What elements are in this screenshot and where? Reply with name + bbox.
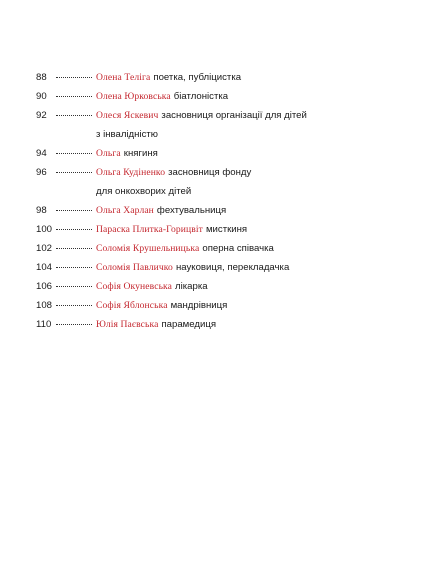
dot-leader <box>56 152 92 154</box>
page-number: 88 <box>36 72 47 83</box>
dot-leader <box>56 95 92 97</box>
person-description: лікарка <box>175 281 208 292</box>
person-name: Юлія Паєвська <box>96 319 159 330</box>
dot-leader <box>56 247 92 249</box>
person-name: Ольга Кудіненко <box>96 167 166 178</box>
toc-entry[interactable] <box>36 167 426 186</box>
page-number: 104 <box>36 262 53 273</box>
person-name: Ольга <box>96 148 121 159</box>
toc-entry[interactable] <box>36 262 426 281</box>
page-number: 98 <box>36 205 47 216</box>
table-of-contents <box>36 72 426 338</box>
dot-leader <box>56 76 92 78</box>
dot-leader <box>56 114 92 116</box>
toc-entry[interactable] <box>36 243 426 262</box>
dot-leader <box>56 285 92 287</box>
description-continuation: для онкохворих дітей <box>96 186 192 197</box>
page-number: 96 <box>36 167 47 178</box>
page-number: 90 <box>36 91 47 102</box>
toc-entry[interactable] <box>36 224 426 243</box>
page-number: 100 <box>36 224 53 235</box>
toc-entry[interactable] <box>36 72 426 91</box>
dot-leader <box>56 266 92 268</box>
page-number: 92 <box>36 110 47 121</box>
toc-entry[interactable] <box>36 148 426 167</box>
toc-entry[interactable] <box>36 110 426 129</box>
person-description: біатлоністка <box>173 91 229 102</box>
toc-entry[interactable] <box>36 319 426 338</box>
person-description: парамедиця <box>161 319 217 330</box>
person-name: Софія Окуневська <box>96 281 173 292</box>
page-number: 94 <box>36 148 47 159</box>
person-description: княгиня <box>123 148 158 159</box>
page-number: 102 <box>36 243 53 254</box>
person-description: науковиця, перекладачка <box>175 262 290 273</box>
person-name: Соломія Крушельницька <box>96 243 200 254</box>
toc-entry[interactable] <box>36 91 426 110</box>
person-name: Соломія Павличко <box>96 262 173 273</box>
person-name: Олеся Яскевич <box>96 110 159 121</box>
dot-leader <box>56 228 92 230</box>
person-name: Параска Плитка-Горицвіт <box>96 224 203 235</box>
page-number: 108 <box>36 300 53 311</box>
person-description: засновниця організації для дітей <box>161 110 307 121</box>
description-continuation: з інвалідністю <box>96 129 158 140</box>
person-description: мандрівниця <box>170 300 228 311</box>
page-number: 106 <box>36 281 53 292</box>
person-description: засновниця фонду <box>168 167 252 178</box>
toc-entry[interactable] <box>36 281 426 300</box>
toc-entry[interactable] <box>36 300 426 319</box>
person-description: мисткиня <box>205 224 248 235</box>
person-name: Ольга Харлан <box>96 205 154 216</box>
dot-leader <box>56 304 92 306</box>
person-name: Софія Яблонська <box>96 300 168 311</box>
dot-leader <box>56 323 92 325</box>
person-name: Олена Юрковська <box>96 91 171 102</box>
toc-entry[interactable] <box>36 205 426 224</box>
page-number: 110 <box>36 319 52 330</box>
dot-leader <box>56 171 92 173</box>
person-name: Олена Теліга <box>96 72 151 83</box>
person-description: поетка, публіцистка <box>153 72 242 83</box>
dot-leader <box>56 209 92 211</box>
person-description: фехтувальниця <box>156 205 227 216</box>
person-description: оперна співачка <box>202 243 274 254</box>
